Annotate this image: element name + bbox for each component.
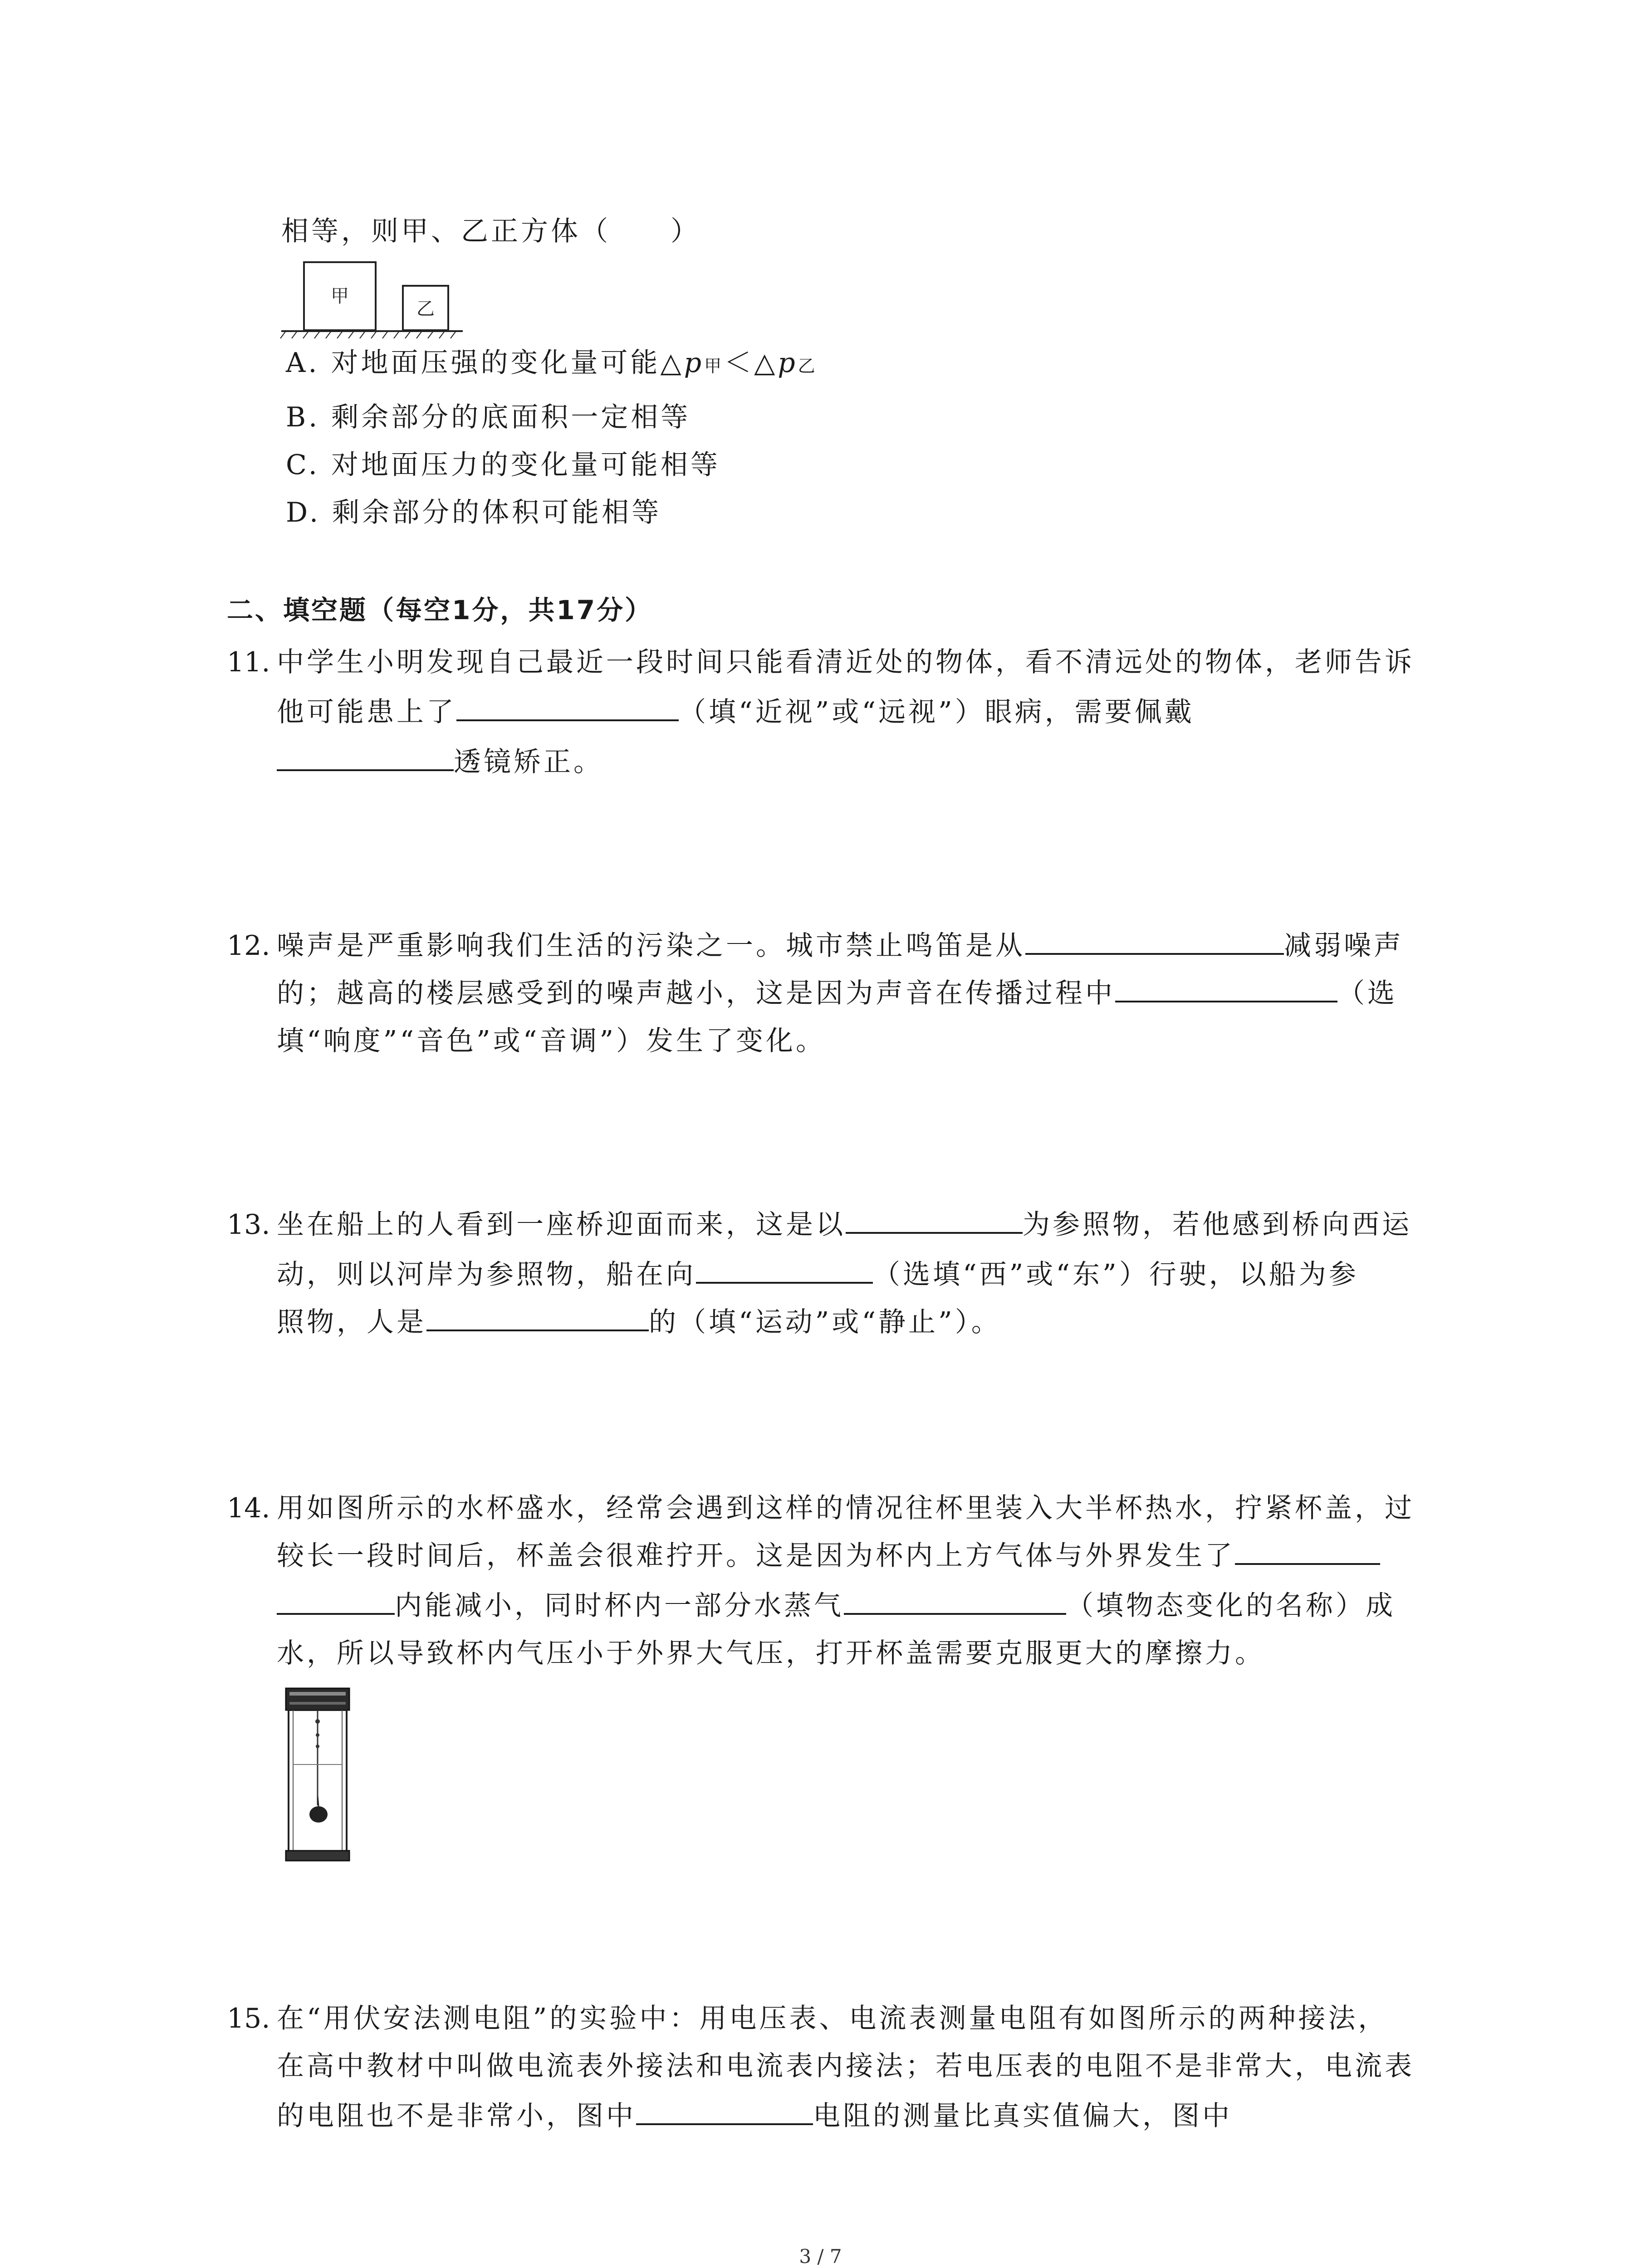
- answer-blank[interactable]: [1115, 975, 1337, 1002]
- section-title: 二、填空题（每空1分，共17分）: [227, 595, 653, 626]
- q10-option-b[interactable]: [286, 399, 691, 435]
- question-text: 电阻的测量比真实值偏大，图中: [813, 2100, 1232, 2132]
- question-text: 减弱噪声: [1284, 930, 1404, 962]
- question-text: 内能减小，同时杯内一部分水蒸气: [395, 1590, 844, 1622]
- q13-line2: [277, 1256, 1359, 1293]
- answer-blank[interactable]: [456, 694, 679, 721]
- question-number: 14.: [227, 1492, 270, 1524]
- option-text: 剩余部分的底面积一定相等: [331, 401, 691, 433]
- option-text: 对地面压力的变化量可能相等: [331, 449, 720, 481]
- question-text: （选: [1337, 978, 1397, 1009]
- q14-line2: [277, 1538, 1380, 1574]
- q12-line3: 填“响度”“音色”或“音调”）发生了变化。: [277, 1025, 826, 1057]
- answer-blank[interactable]: [426, 1304, 649, 1331]
- question-text: 坐在船上的人看到一座桥迎面而来，这是以: [277, 1209, 846, 1241]
- question-number: 12.: [227, 930, 270, 962]
- cube-yi-label: 乙: [416, 298, 435, 319]
- q15-line1: [227, 2000, 1388, 2037]
- question-text: 他可能患上了: [277, 696, 456, 728]
- question-number: 15.: [227, 2003, 270, 2034]
- question-text: （填“近视”或“远视”）眼病，需要佩戴: [679, 696, 1195, 728]
- option-text: ＜△: [724, 347, 778, 379]
- q15-line3: [277, 2098, 1232, 2134]
- cup-base: [286, 1851, 349, 1861]
- cube-jia-label: 甲: [331, 286, 349, 307]
- question-number: 13.: [227, 1209, 270, 1241]
- q14-line3: [277, 1588, 1396, 1624]
- q10-option-d[interactable]: [286, 494, 661, 531]
- q13-line3: [277, 1304, 1001, 1340]
- answer-blank[interactable]: [636, 2098, 813, 2125]
- answer-blank[interactable]: [277, 744, 454, 771]
- q10-option-a[interactable]: [286, 345, 818, 384]
- question-text: 照物，人是: [277, 1306, 426, 1338]
- question-text: （选填“西”或“东”）行驶，以船为参: [873, 1259, 1359, 1290]
- question-text: （填物态变化的名称）成: [1066, 1590, 1396, 1622]
- option-letter: B.: [286, 401, 320, 433]
- q11-line2: [277, 694, 1195, 730]
- option-text: 对地面压强的变化量可能△: [331, 347, 684, 379]
- water-cup-figure: [281, 1687, 354, 1864]
- q11-line1: [227, 644, 1415, 680]
- q10-stem-end: 相等，则甲、乙正方体（ ）: [281, 215, 700, 247]
- answer-blank[interactable]: [1025, 928, 1284, 955]
- answer-blank[interactable]: [846, 1207, 1023, 1234]
- option-text: 剩余部分的体积可能相等: [332, 497, 662, 528]
- option-symbol: p: [684, 347, 705, 379]
- answer-blank[interactable]: [1235, 1538, 1380, 1565]
- question-text: 较长一段时间后，杯盖会很难拧开。这是因为杯内上方气体与外界发生了: [277, 1540, 1235, 1572]
- q12-line1: [227, 928, 1404, 964]
- page-number: 3 / 7: [799, 2245, 842, 2268]
- answer-blank[interactable]: [844, 1588, 1066, 1615]
- option-symbol: p: [778, 347, 798, 379]
- question-text: 中学生小明发现自己最近一段时间只能看清近处的物体，看不清远处的物体，老师告诉: [277, 646, 1415, 678]
- question-text: 的（填“运动”或“静止”）。: [649, 1306, 1001, 1338]
- option-letter: C.: [286, 449, 320, 481]
- option-letter: D.: [286, 497, 321, 528]
- answer-blank[interactable]: [277, 1588, 395, 1615]
- question-text: 动，则以河岸为参照物，船在向: [277, 1259, 696, 1290]
- q12-line2: [277, 975, 1397, 1012]
- option-letter: A.: [286, 347, 320, 379]
- answer-blank[interactable]: [696, 1256, 873, 1284]
- question-text: 噪声是严重影响我们生活的污染之一。城市禁止鸣笛是从: [277, 930, 1025, 962]
- question-text: 的；越高的楼层感受到的噪声越小，这是因为声音在传播过程中: [277, 978, 1115, 1009]
- cup-lid: [286, 1688, 349, 1710]
- q11-line3: [277, 744, 603, 780]
- option-subscript: 乙: [798, 356, 818, 376]
- q13-line1: [227, 1207, 1412, 1243]
- cubes-figure: [277, 254, 467, 340]
- question-text: 的电阻也不是非常小，图中: [277, 2100, 636, 2132]
- q15-line2: 在高中教材中叫做电流表外接法和电流表内接法；若电压表的电阻不是非常大，电流表: [277, 2050, 1415, 2082]
- q14-line1: [227, 1490, 1415, 1526]
- question-text: 用如图所示的水杯盛水，经常会遇到这样的情况往杯里装入大半杯热水，拧紧杯盖，过: [277, 1492, 1415, 1524]
- q14-line4: 水，所以导致杯内气压小于外界大气压，打开杯盖需要克服更大的摩擦力。: [277, 1637, 1265, 1669]
- question-text: 为参照物，若他感到桥向西运: [1023, 1209, 1412, 1241]
- tea-leaf: [309, 1806, 328, 1823]
- question-number: 11.: [227, 646, 270, 678]
- q10-option-c[interactable]: [286, 447, 720, 483]
- ground-hatch: [280, 331, 456, 338]
- question-text: 透镜矫正。: [454, 746, 603, 778]
- option-subscript: 甲: [704, 356, 725, 376]
- question-text: 在“用伏安法测电阻”的实验中：用电压表、电流表测量电阻有如图所示的两种接法，: [277, 2003, 1388, 2034]
